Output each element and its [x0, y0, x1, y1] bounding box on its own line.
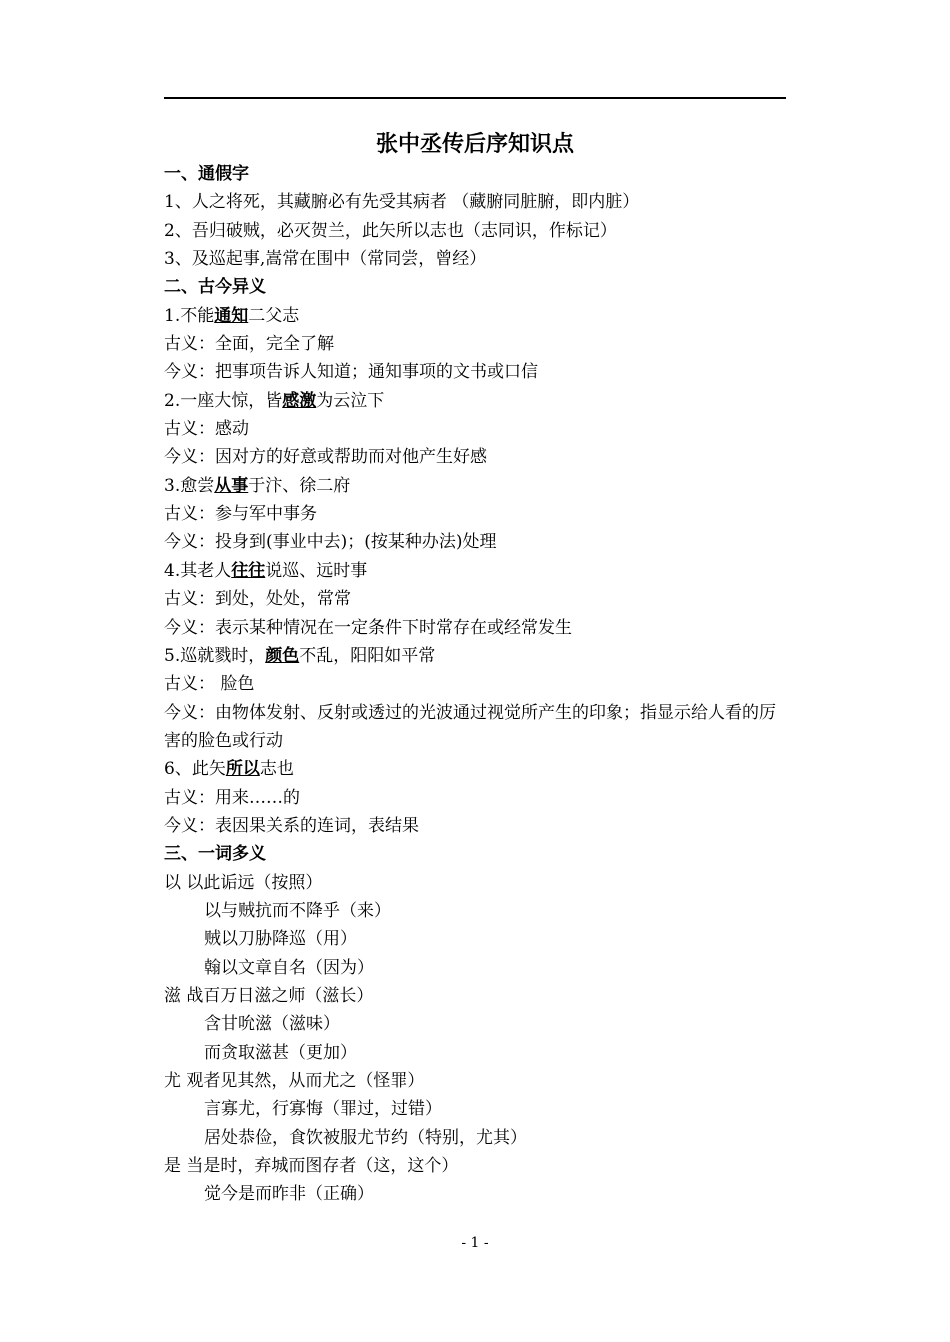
keyword: 往往	[231, 560, 266, 581]
gujin-example: 4.其老人往往说巡、远时事	[164, 560, 368, 581]
duoyi-line: 而贪取滋甚（更加）	[204, 1042, 357, 1063]
duoyi-line: 含甘吮滋（滋味）	[204, 1014, 340, 1035]
keyword: 从事	[214, 475, 249, 496]
gujin-example: 1.不能通知二父志	[164, 305, 300, 326]
keyword: 通知	[214, 305, 249, 326]
duoyi-line: 滋 战百万日滋之师（滋长）	[164, 985, 374, 1006]
gujin-example: 2.一座大惊，皆感激为云泣下	[164, 390, 385, 411]
duoyi-line: 居处恭俭，食饮被服尤节约（特别，尤其）	[204, 1127, 527, 1148]
gujin-ancient-meaning: 古义：参与军中事务	[164, 504, 317, 525]
header-rule	[164, 97, 786, 99]
gujin-example: 3.愈尝从事于汴、徐二府	[164, 475, 351, 496]
gujin-ancient-meaning: 古义：到处，处处，常常	[164, 589, 351, 610]
gujin-modern-meaning: 今义：由物体发射、反射或透过的光波通过视觉所产生的印象；指显示给人看的厉害的脸色或行动	[164, 702, 776, 751]
section-heading-tongjia: 一、通假字	[164, 164, 249, 184]
gujin-modern-meaning: 今义：表因果关系的连词，表结果	[164, 815, 419, 836]
gujin-ancient-meaning: 古义：全面，完全了解	[164, 334, 334, 355]
duoyi-line: 以 以此诟远（按照）	[164, 872, 323, 893]
page-title: 张中丞传后序知识点	[375, 132, 574, 157]
keyword: 颜色	[265, 645, 300, 666]
tongjia-item: 2、吾归破贼，必灭贺兰，此矢所以志也（志同识，作标记）	[164, 220, 617, 241]
duoyi-line: 是 当是时，弃城而图存者（这，这个）	[164, 1156, 459, 1177]
gujin-modern-meaning: 今义：投身到(事业中去)；(按某种办法)处理	[164, 532, 497, 553]
gujin-ancient-meaning: 古义：感动	[164, 419, 249, 440]
gujin-example: 5.巡就戮时，颜色不乱，阳阳如平常	[164, 645, 436, 666]
duoyi-line: 觉今是而昨非（正确）	[204, 1184, 374, 1205]
tongjia-item: 3、及巡起事,嵩常在围中（常同尝，曾经）	[164, 249, 487, 270]
page-number: - 1 -	[461, 1235, 489, 1251]
document-body	[164, 160, 786, 1209]
duoyi-line: 言寡尤，行寡悔（罪过，过错）	[204, 1099, 442, 1120]
duoyi-line: 尤 观者见其然，从而尤之（怪罪）	[164, 1071, 425, 1091]
gujin-modern-meaning: 今义：表示某种情况在一定条件下时常存在或经常发生	[164, 617, 572, 638]
duoyi-line: 贼以刀胁降巡（用）	[204, 929, 357, 950]
duoyi-line: 以与贼抗而不降乎（来）	[204, 900, 391, 921]
duoyi-line: 翰以文章自名（因为）	[204, 957, 374, 978]
section-heading-gujin: 二、古今异义	[164, 277, 266, 298]
tongjia-item: 1、人之将死，其藏腑必有先受其病者 （藏腑同脏腑，即内脏）	[164, 192, 640, 213]
gujin-ancient-meaning: 古义：用来……的	[164, 787, 300, 808]
gujin-example: 6、此矢所以志也	[164, 759, 294, 780]
gujin-modern-meaning: 今义：因对方的好意或帮助而对他产生好感	[164, 447, 487, 468]
keyword: 所以	[225, 759, 260, 780]
section-heading-duoyi: 三、一词多义	[164, 844, 266, 865]
gujin-modern-meaning: 今义：把事项告诉人知道；通知事项的文书或口信	[164, 362, 538, 383]
keyword: 感激	[282, 390, 317, 411]
gujin-ancient-meaning: 古义： 脸色	[164, 674, 255, 695]
